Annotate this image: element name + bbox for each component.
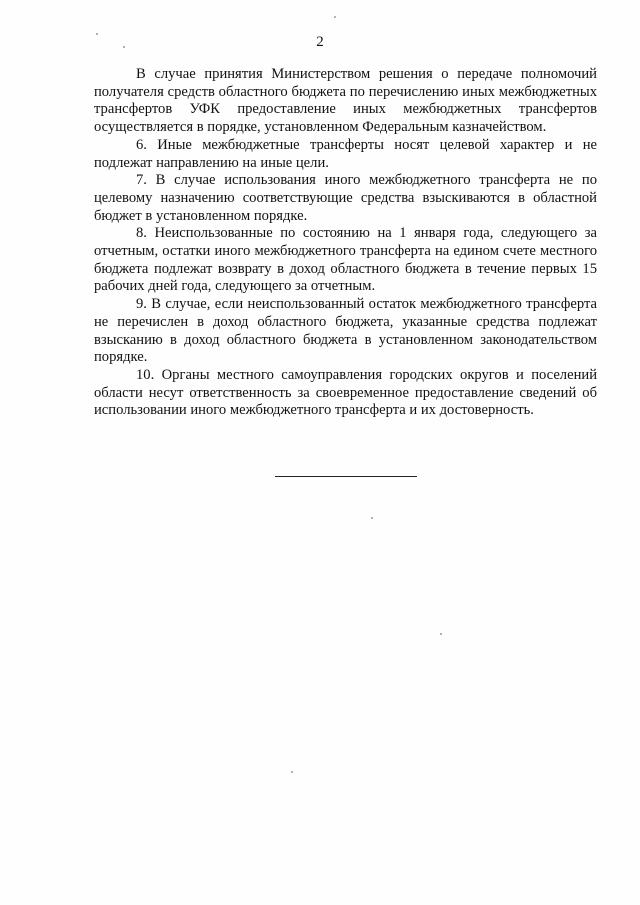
paragraph-9-untransferred-balance: 9. В случае, если неиспользованный остаток межбюджетного трансферта не перечислен в доход областного бюджета, указанные средства подлежат взысканию в доход областного бюджета в установленном законодательством порядке. — [94, 296, 597, 366]
paragraph-ministry-delegation: В случае принятия Министерством решения о передаче полномочий получателя средств областного бюджета по перечислению иных межбюджетных трансфертов УФК предоставление иных межбюджетных трансфертов осуществляется в порядке, установленном Федеральным казначейством. — [94, 66, 597, 136]
scan-speck — [123, 46, 125, 48]
paragraph-10-responsibility: 10. Органы местного самоуправления городских округов и поселений области несут ответственность за своевременное предоставление сведений об использовании иного межбюджетного трансферта и их достоверность. — [94, 366, 597, 419]
scan-speck — [371, 517, 373, 519]
scan-speck — [96, 33, 98, 35]
paragraph-6-targeted-purpose: 6. Иные межбюджетные трансферты носят целевой характер и не подлежат направлению на иные цели. — [94, 136, 597, 171]
paragraph-7-misuse-recovery: 7. В случае использования иного межбюджетного трансферта не по целевому назначению соответствующие средства взыскиваются в областной бюджет в установленном порядке. — [94, 172, 597, 224]
closing-divider — [275, 476, 417, 477]
scan-speck — [291, 771, 293, 773]
scan-speck — [334, 16, 336, 18]
document-body — [94, 66, 597, 420]
scan-speck — [440, 633, 442, 635]
page-number: 2 — [316, 34, 324, 50]
paragraph-8-unused-balance-return: 8. Неиспользованные по состоянию на 1 января года, следующего за отчетным, остатки иного межбюджетного трансферта на едином счете местного бюджета подлежат возврату в доход областного бюджета в течение первых 15 рабочих дней года, следующего за отчетным. — [94, 225, 597, 295]
